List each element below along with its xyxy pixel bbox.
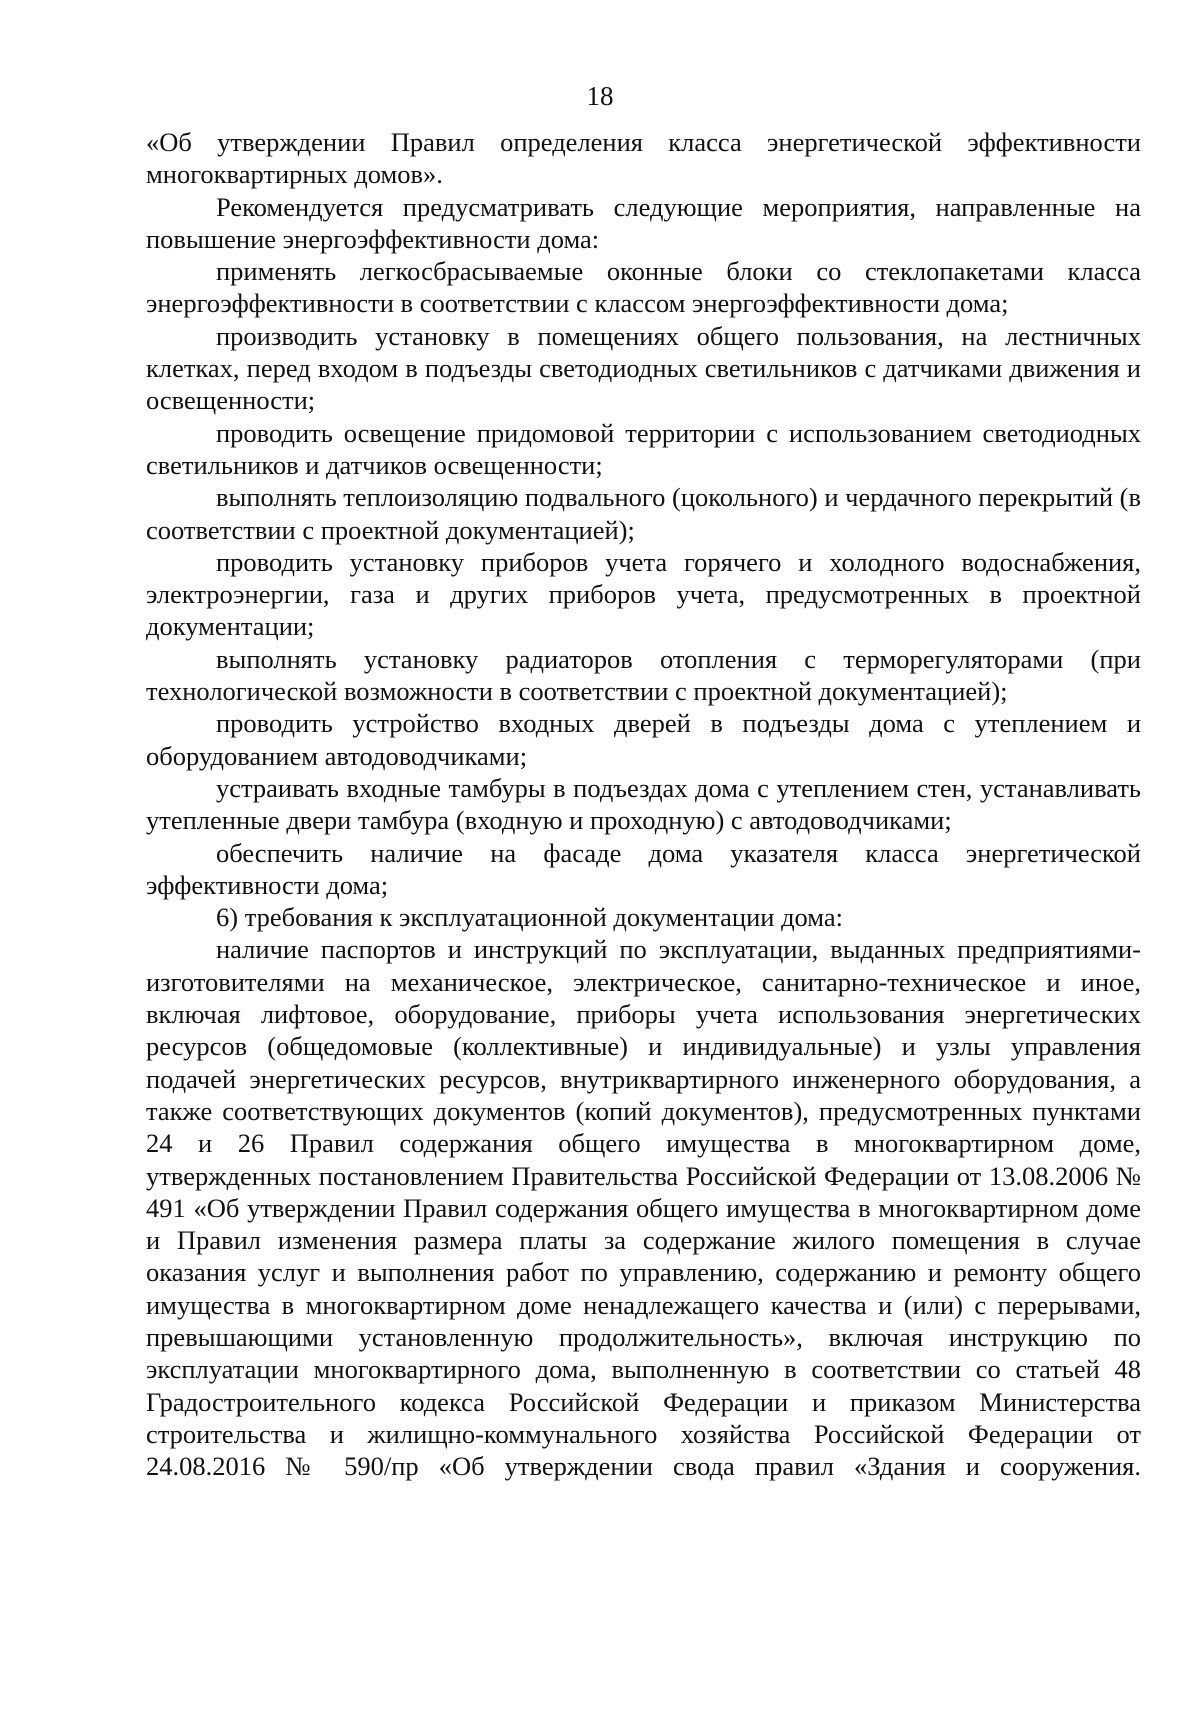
list-item: выполнять теплоизоляцию подвального (цокольного) и чердачного перекрытий (в соответствии с проектной документацией); <box>146 482 1141 545</box>
paragraph: Рекомендуется предусматривать следующие мероприятия, направленные на повышение энергоэффективности дома: <box>146 191 1141 254</box>
section-heading: 6) требования к эксплуатационной документации дома: <box>216 902 844 933</box>
list-item: устраивать входные тамбуры в подъездах дома с утеплением стен, устанавливать утепленные двери тамбура (входную и проходную) с автодоводчиками; <box>146 772 1141 836</box>
list-item: обеспечить наличие на фасаде дома указателя класса энергетической эффективности дома; <box>146 837 1141 900</box>
document-body <box>146 126 1141 1482</box>
list-item: наличие паспортов и инструкций по эксплуатации, выданных предприятиями-изготовителями на механическое, электрическое, санитарно-техническое и иное, включая лифтовое, оборудование, приборы учета использования энергетических ресурсов (общедомовые (коллективные) и индивидуальные) и узлы управления подачей энергетических ресурсов, внутриквартирного инженерного оборудования, а также соответствующих документов (копий документов), предусмотренных пунктами 24 и 26 Правил содержания общего имущества в многоквартирном доме, утвержденных постановлением Правительства Российской Федерации от 13.08.2006 № 491 «Об утверждении Правил содержания общего имущества в многоквартирном доме и Правил изменения размера платы за содержание жилого помещения в случае оказания услуг и выполнения работ по управлению, содержанию и ремонту общего имущества в многоквартирном доме ненадлежащего качества и (или) с перерывами, превышающими установленную продолжительность», включая инструкцию по эксплуатации многоквартирного дома, выполненную в соответствии со статьей 48 Градостроительного кодекса Российской Федерации и приказом Министерства строительства и жилищно-коммунального хозяйства Российской Федерации от 24.08.2016 № 590/пр «Об утверждении свода правил «Здания и сооружения. <box>146 934 1141 1482</box>
list-item: проводить установку приборов учета горячего и холодного водоснабжения, электроэнергии, газа и других приборов учета, предусмотренных в проектной документации; <box>146 546 1141 642</box>
list-item: производить установку в помещениях общего пользования, на лестничных клетках, перед входом в подъезды светодиодных светильников с датчиками движения и освещенности; <box>146 320 1141 416</box>
list-item: проводить устройство входных дверей в подъезды дома с утеплением и оборудованием автодоводчиками; <box>146 708 1141 771</box>
page-number: 18 <box>586 81 614 111</box>
list-item: применять легкосбрасываемые оконные блоки со стеклопакетами класса энергоэффективности в соответствии с классом энергоэффективности дома; <box>146 256 1141 319</box>
list-item: выполнять установку радиаторов отопления с терморегуляторами (при технологической возможности в соответствии с проектной документацией); <box>146 643 1141 707</box>
list-item: проводить освещение придомовой территории с использованием светодиодных светильников и датчиков освещенности; <box>146 417 1141 480</box>
paragraph: «Об утверждении Правил определения класса энергетической эффективности многоквартирных домов». <box>146 127 1141 190</box>
